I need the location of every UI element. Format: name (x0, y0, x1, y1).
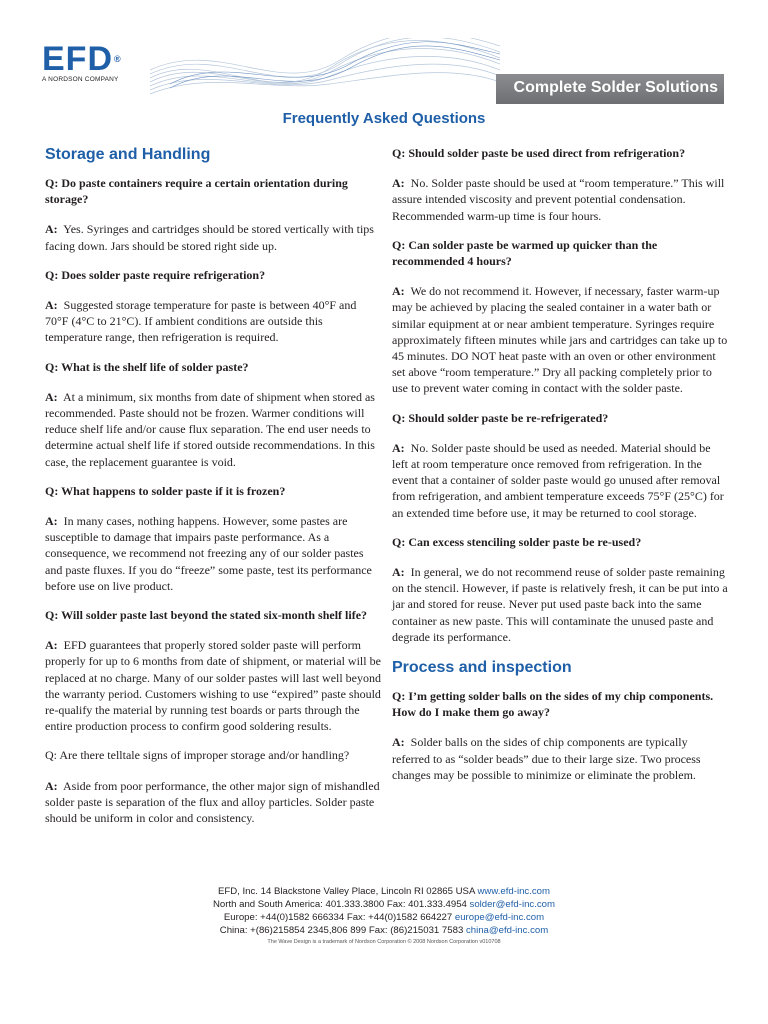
faq-question: Q: Can solder paste be warmed up quicker than the recommended 4 hours? (392, 237, 658, 269)
faq-item (45, 607, 381, 734)
footer-china: China: +(86)215854 2345,806 899 Fax: (86)215031 7583 china@efd-inc.com (219, 925, 549, 936)
faq-item (392, 145, 728, 224)
faq-answer: A: We do not recommend it. However, if necessary, faster warm-up may be achieved by placing the sealed container in a water bath or similar equipment at or near ambient temperature. Syringes require approximately fifteen minutes while jars and cartridges can take up to 45 minutes. DO NOT heat paste with an oven or other environment set above “room temperature.” Dry all packing completely prior to use to prevent water coming in contact with the solder paste. (392, 284, 728, 396)
faq-item (45, 359, 381, 470)
faq-question: Q: Does solder paste require refrigeration? (45, 267, 266, 282)
left-column (45, 145, 381, 839)
faq-item (392, 534, 728, 645)
faq-answer: A: Yes. Syringes and cartridges should be stored vertically with tips facing down. Jars should be stored right side up. (45, 222, 374, 253)
faq-question: Q: Do paste containers require a certain orientation during storage? (45, 176, 348, 207)
faq-item (392, 237, 728, 397)
faq-question: Q: What happens to solder paste if it is frozen? (45, 483, 286, 498)
answer-label: A: (392, 176, 405, 191)
faq-question: Q: Are there telltale signs of improper storage and/or handling? (45, 748, 350, 763)
faq-answer: A: In many cases, nothing happens. However, some pastes are susceptible to damage that impairs paste performance. As a consequence, we recommend not freezing any of our solder pastes and paste fluxes. If you do “freeze” some paste, test its performance before use on live product. (45, 514, 372, 593)
faq-item (45, 175, 381, 254)
tagline: Complete Solder Solutions (513, 79, 718, 96)
faq-question: Q: What is the shelf life of solder paste? (45, 359, 249, 374)
faq-item (392, 688, 728, 783)
answer-label: A: (45, 222, 58, 237)
faq-question: Q: Will solder paste last beyond the stated six-month shelf life? (45, 608, 368, 623)
answer-label: A: (392, 565, 405, 580)
footer-address: EFD, Inc. 14 Blackstone Valley Place, Lincoln RI 02865 USA www.efd-inc.com (217, 886, 551, 897)
fine-print: The Wave Design is a trademark of Nordson Corporation © 2008 Nordson Corporation v010708 (267, 939, 501, 945)
faq-answer: A: At a minimum, six months from date of shipment when stored as recommended. Paste should not be frozen. Warmer conditions will reduce shelf life and/or cause flux separation. The end user needs to determine actual shelf life if stored outside recommendations. In this case, the replacement guarantee is void. (45, 389, 375, 469)
europe-email-link[interactable]: europe@efd-inc.com (454, 912, 545, 923)
page-footer (0, 885, 768, 947)
faq-question: Q: Should solder paste be re-refrigerated? (392, 410, 609, 425)
faq-answer: A: In general, we do not recommend reuse of solder paste remaining on the stencil. However, if paste is relatively fresh, it can be put into a jar and stored for reuse. Never put used paste back into the same container as new paste. This will contaminate the unused paste and degrade its performance. (392, 565, 728, 644)
answer-label: A: (392, 440, 405, 455)
page-header (0, 0, 768, 112)
faq-item (45, 483, 381, 594)
faq-answer: A: Suggested storage temperature for paste is between 40°F and 70°F (4°C to 21°C). If ambient conditions are outside this temperature range, then refrigeration is required. (45, 298, 357, 345)
answer-label: A: (45, 298, 58, 313)
answer-label: A: (45, 638, 58, 653)
section-heading-storage: Storage and Handling (45, 146, 211, 163)
wave-design-graphic (150, 38, 500, 108)
answer-label: A: (45, 778, 58, 793)
right-column (392, 145, 728, 796)
faq-answer: A: No. Solder paste should be used as needed. Material should be left at room temperature once removed from refrigeration. In the event that a container of solder paste would go unused after removal from refrigeration, and ambient temperature exceeds 75°F (25°C) for an extended time before use, it may be returned to cool storage. (392, 440, 724, 520)
registered-mark: ® (114, 54, 122, 64)
footer-americas: North and South America: 401.333.3800 Fax: 401.333.4954 solder@efd-inc.com (212, 899, 556, 910)
faq-question: Q: Should solder paste be used direct from refrigeration? (392, 146, 686, 160)
faq-item (45, 747, 381, 826)
section-heading-process: Process and inspection (392, 659, 572, 677)
answer-label: A: (45, 514, 58, 529)
page-title: Frequently Asked Questions (282, 110, 486, 127)
faq-answer: A: Aside from poor performance, the other major sign of mishandled solder paste is separation of the flux and alloy particles. Solder paste should be uniform in color and consistency. (45, 778, 380, 826)
faq-question: Q: Can excess stenciling solder paste be re-used? (392, 534, 642, 549)
faq-item (392, 410, 728, 521)
answer-label: A: (392, 284, 405, 299)
faq-answer: A: No. Solder paste should be used at “room temperature.” This will assure intended viscosity and prevent potential condensation. Recommended warm-up time is four hours. (392, 176, 725, 223)
answer-label: A: (45, 389, 58, 404)
faq-item (45, 267, 381, 346)
efd-logo (42, 40, 122, 83)
logo-subtitle: A NORDSON COMPANY (42, 76, 119, 83)
faq-question: Q: I’m getting solder balls on the sides of my chip components. How do I make them go away? (392, 689, 714, 720)
website-link[interactable]: www.efd-inc.com (477, 886, 551, 897)
logo-text: EFD (42, 40, 113, 78)
tagline-banner (496, 74, 724, 104)
china-email-link[interactable]: china@efd-inc.com (465, 925, 549, 936)
footer-europe: Europe: +44(0)1582 666334 Fax: +44(0)1582 664227 europe@efd-inc.com (223, 912, 545, 923)
answer-label: A: (392, 735, 405, 750)
faq-answer: A: EFD guarantees that properly stored solder paste will perform properly for up to 6 months from date of shipment, or material will be replaced at no charge. Many of our solder pastes will last well beyond the warranty period. Customers wishing to use “expired” paste should re-qualify the material by running test boards or parts through the entire production process to confirm good soldering results. (45, 638, 382, 734)
faq-answer: A: Solder balls on the sides of chip components are typically referred to as “solder beads” due to their large size. Two process changes may be possible to minimize or eliminate the problem. (392, 735, 701, 782)
solder-email-link[interactable]: solder@efd-inc.com (469, 899, 556, 910)
